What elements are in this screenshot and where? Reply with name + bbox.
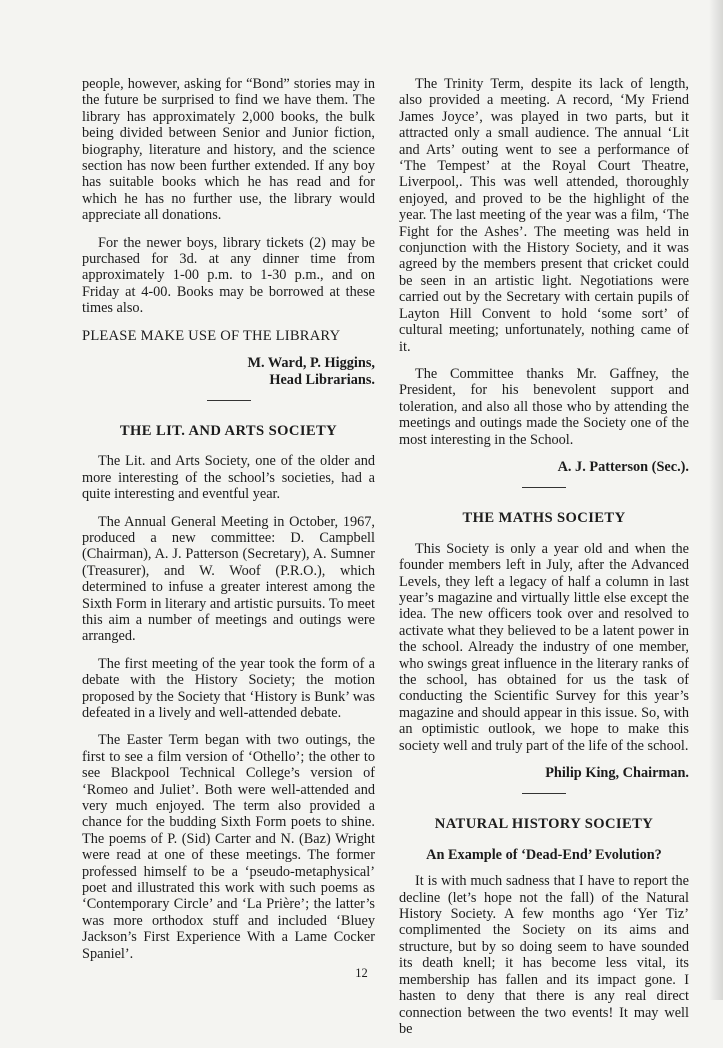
lit-arts-agm-paragraph: The Annual General Meeting in October, 1967, produced a new committee: D. Campbell (Chairman), A. J. Patterson (Secretary), A. Sumner (Treasurer), and W. Woof (P.R.O.), which determined to infuse a greater interest among the Sixth Form in literary and artistic pursuits. To meet this aim a number of meetings and outings were arranged. [82,513,375,645]
maths-society-heading: THE MATHS SOCIETY [462,510,626,527]
natural-history-heading: NATURAL HISTORY SOCIETY [434,816,654,833]
lit-arts-signature: A. J. Patterson (Sec.). [557,458,689,475]
left-column [82,76,375,973]
right-column [399,76,689,1048]
library-paragraph-continued: people, however, asking for “Bond” stories may in the future be surprised to find we have them. The library has approximately 2,000 books, the bulk being divided between Senior and Junior fiction, biography, literature and history, and the science section has now been further extended. If any boy has suitable books which he has read and for which he has no further use, the library would appreciate all donations. [82,76,375,224]
section-divider [522,793,566,794]
maths-society-paragraph: This Society is only a year old and when the founder members left in July, after the Advanced Levels, they left a legacy of half a column in last year’s magazine and virtually little else except the idea. The new officers took over and resolved to activate what they believed to be a latent power in the school. Already the industry of one member, who swings great influence in the literary ranks of the school, has obtained for us the task of conducting the Scientific Survey for this year’s magazine and should appear in this issue. So, with an optimistic outlook, we hope to make this society well and truly part of the life of the school. [399,540,689,754]
lit-arts-intro-paragraph: The Lit. and Arts Society, one of the older and more interesting of the school’s societies, had a quite interesting and eventful year. [82,453,375,503]
lit-arts-thanks-paragraph: The Committee thanks Mr. Gaffney, the President, for his benevolent support and toleration, and also all those who by attending the meetings and outings made the Society one of the most interesting in the School. [399,365,689,448]
lit-arts-heading: THE LIT. AND ARTS SOCIETY [119,422,338,439]
library-signature-title: Head Librarians. [269,371,375,388]
page-number: 12 [355,966,368,980]
natural-history-subheading: An Example of ‘Dead-End’ Evolution? [426,846,662,863]
library-tickets-paragraph: For the newer boys, library tickets (2) may be purchased for 3d. at any dinner time from approximately 1-00 p.m. to 1-30 p.m., and on Friday at 4-00. Books may be borrowed at these times also. [82,234,375,317]
library-signature [82,355,375,388]
page-edge-shadow [709,0,723,1000]
lit-arts-first-meeting-paragraph: The first meeting of the year took the form of a debate with the History Society; the motion proposed by the Society that ‘History is Bunk’ was defeated in a lively and well-attended debate. [82,655,375,721]
section-divider [207,400,251,401]
section-divider [522,487,566,488]
maths-society-signature: Philip King, Chairman. [545,765,689,782]
library-signature-names: M. Ward, P. Higgins, [247,355,375,372]
library-notice: PLEASE MAKE USE OF THE LIBRARY [82,327,341,344]
lit-arts-trinity-term-paragraph: The Trinity Term, despite its lack of length, also provided a meeting. A record, ‘My Friend James Joyce’, was played in two parts, but it attracted only a small audience. The annual ‘Lit and Arts’ outing went to see a performance of ‘The Tempest’ at the Royal Court Theatre, Liverpool,. This was well attended, thoroughly enjoyed, and proved to be the highlight of the year. The last meeting of the year was a film, ‘The Fight for the Ashes’. The meeting was held in conjunction with the History Society, and it was agreed by the members present that cricket could be seen in an artistic light. Negotiations were carried out by the Secretary with certain pupils of Layton Hill Convent to hold ‘some sort’ of cultural meeting; unfortunately, nothing came of it. [399,76,689,355]
lit-arts-easter-term-paragraph: The Easter Term began with two outings, the first to see a film version of ‘Othello’; the other to see Blackpool Technical College’s version of ‘Romeo and Juliet’. Both were well-attended and very much enjoyed. The term also provided a chance for the budding Sixth Form poets to shine. The poems of P. (Sid) Carter and N. (Baz) Wright were read at one of these meetings. The former professed himself to be a ‘pseudo-metaphysical’ poet and illustrated this work with such poems as ‘Contemporary Circle’ and ‘La Prière’; the latter’s was more orthodox stuff and included ‘Bluey Jackson’s First Experience With a Lame Cocker Spaniel’. [82,732,375,962]
natural-history-paragraph: It is with much sadness that I have to report the decline (let’s hope not the fall) of the Natural History Society. A few months ago ‘Yer Tiz’ complimented the Society on its aims and structure, but by so doing seem to have sounded its death knell; it has become less vital, its membership has fallen and its impact gone. I hasten to deny that there is any real direct connection between the two events! It may well be [399,873,689,1037]
